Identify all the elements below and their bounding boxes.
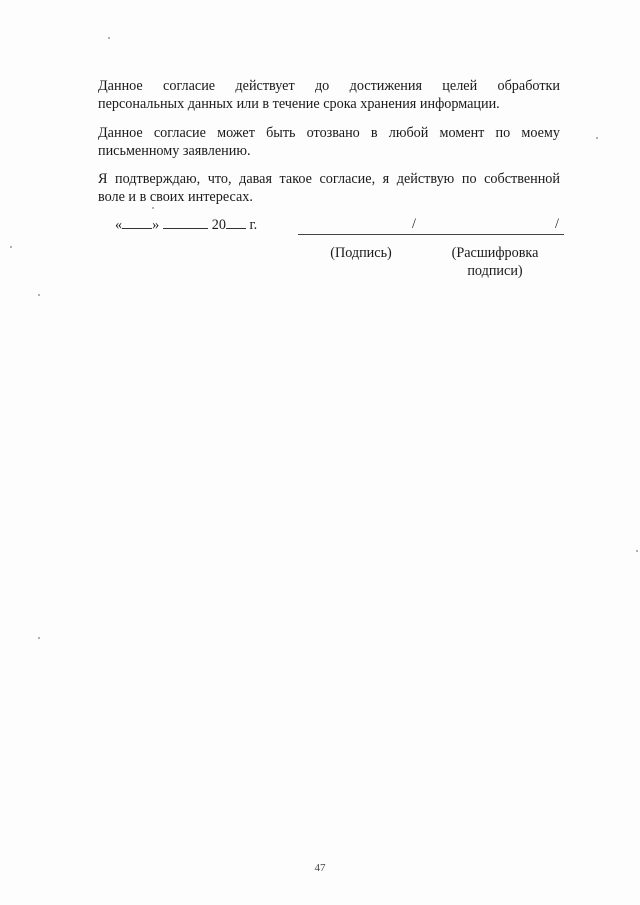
open-quote: « <box>115 217 123 233</box>
scan-speck <box>38 294 40 296</box>
month-blank <box>163 215 208 229</box>
century-text: 20 <box>211 217 226 233</box>
signature-separator: / <box>555 216 559 232</box>
scan-speck <box>596 137 598 139</box>
day-blank <box>122 215 152 229</box>
scan-speck <box>108 37 110 39</box>
confirmation-paragraph <box>98 170 560 206</box>
revocation-paragraph <box>98 124 560 160</box>
decode-caption-line: (Расшифровка <box>451 245 539 261</box>
paragraph-line: Данное согласие может быть отозвано в любой момент по моему <box>98 125 560 141</box>
paragraph-line: Данное согласие действует до достижения целей обработки <box>98 78 560 94</box>
paragraph-line: Я подтверждаю, что, давая такое согласие, я действую по собственной <box>98 171 560 187</box>
signature-caption: (Подпись) <box>330 245 392 261</box>
signature-decode-caption <box>440 244 550 280</box>
date-field <box>115 215 257 234</box>
scan-speck <box>152 207 154 209</box>
signature-separator: / <box>412 216 416 232</box>
page-number: 47 <box>314 862 326 874</box>
year-blank <box>226 215 246 229</box>
scan-speck <box>636 550 638 552</box>
close-quote: » <box>152 217 160 233</box>
paragraph-line: персональных данных или в течение срока хранения информации. <box>98 96 500 112</box>
paragraph-line: письменному заявлению. <box>98 143 251 159</box>
decode-caption-line: подписи) <box>467 263 523 279</box>
scan-speck <box>38 637 40 639</box>
signature-line <box>298 234 564 235</box>
validity-paragraph <box>98 77 560 113</box>
paragraph-line: воле и в своих интересах. <box>98 189 253 205</box>
year-suffix: г. <box>249 217 258 233</box>
scan-speck <box>10 246 12 248</box>
